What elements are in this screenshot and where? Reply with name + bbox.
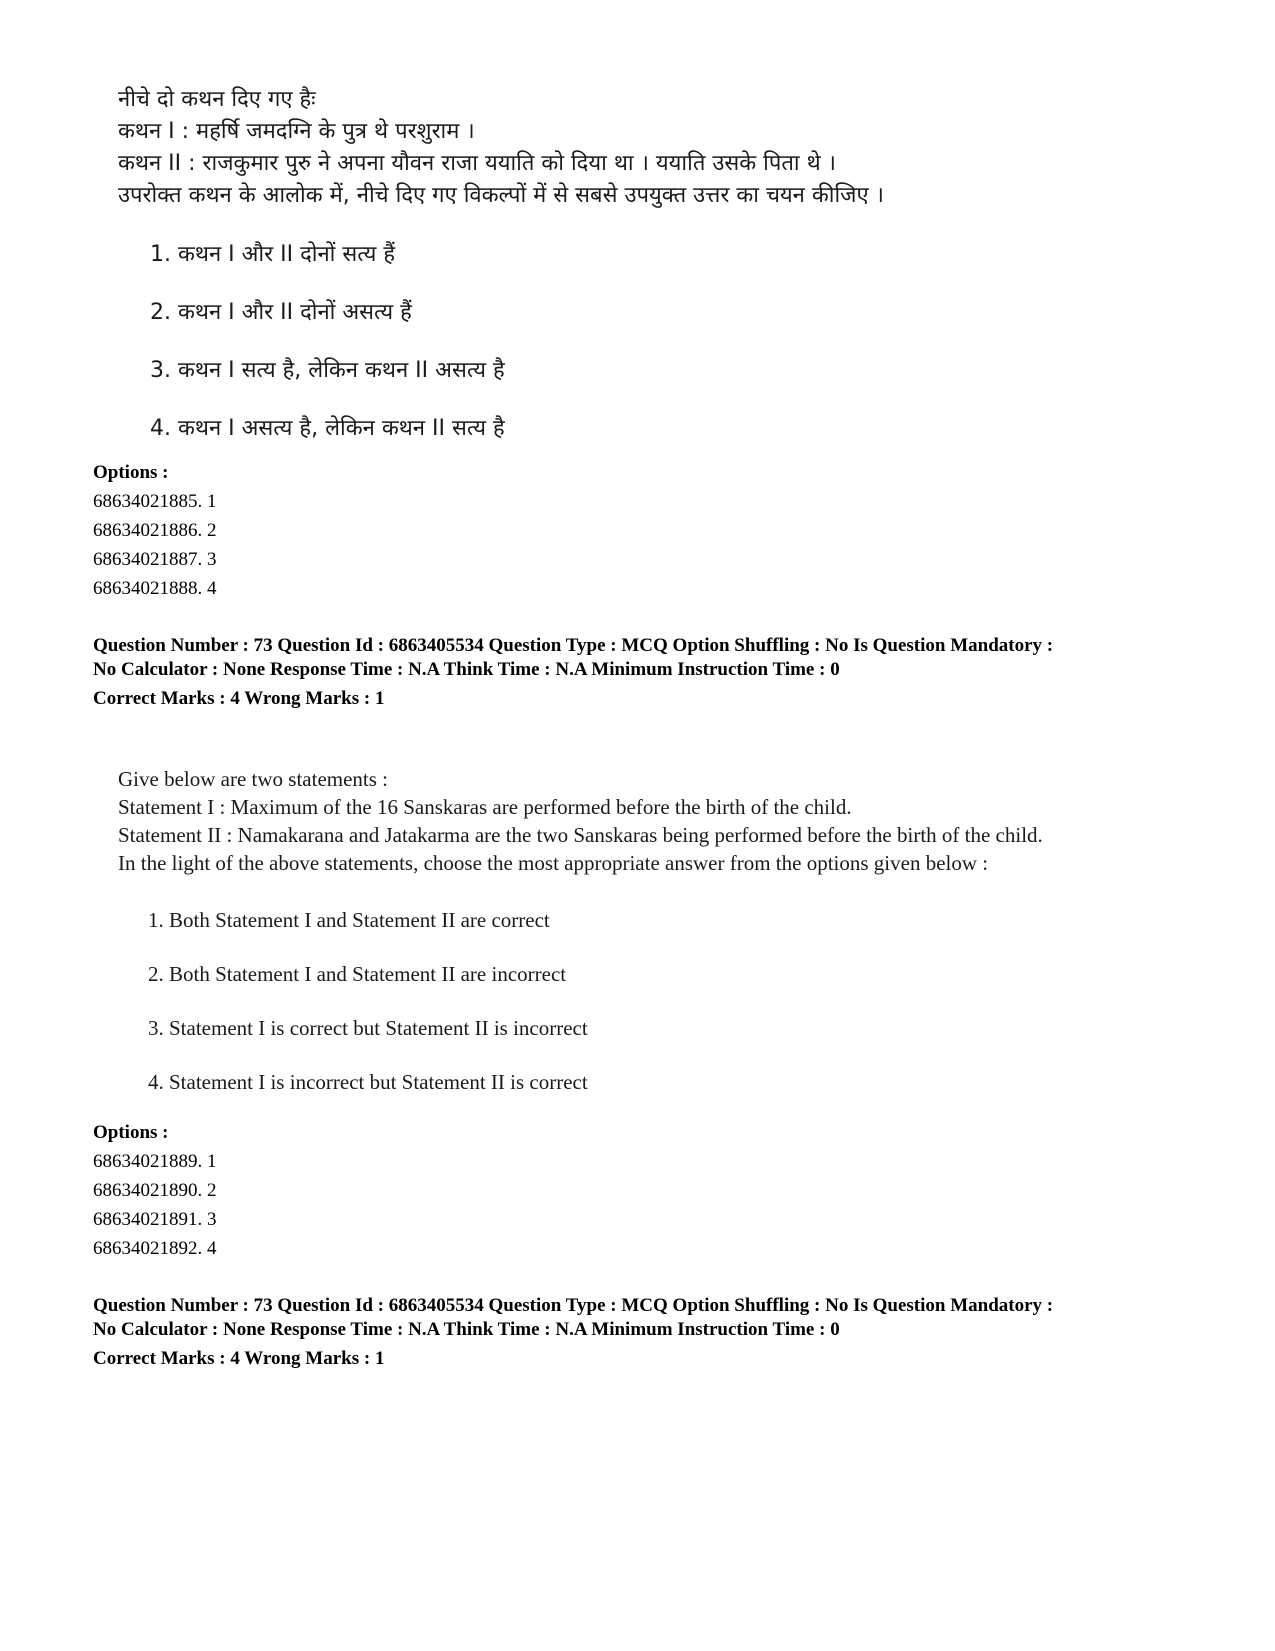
choice-2: 2. कथन I और II दोनों असत्य हैं <box>150 300 412 325</box>
question-meta-line: Question Number : 73 Question Id : 6863405534 Question Type : MCQ Option Shuffling : No Is Question Mandatory : <box>93 635 1054 656</box>
option-item: 68634021886. 2 <box>93 520 217 541</box>
question-marks: Correct Marks : 4 Wrong Marks : 1 <box>93 688 385 709</box>
option-item: 68634021885. 1 <box>93 491 217 512</box>
english-question-statements <box>118 765 1198 877</box>
english-question-choices <box>148 906 588 1122</box>
question-meta-line: Question Number : 73 Question Id : 6863405534 Question Type : MCQ Option Shuffling : No Is Question Mandatory : <box>93 1295 1054 1316</box>
statement-1: कथन I : महर्षि जमदग्नि के पुत्र थे परशुराम । <box>118 119 475 144</box>
options-title: Options : <box>93 1122 169 1143</box>
options-title: Options : <box>93 462 169 483</box>
hindi-question-choices <box>150 238 505 470</box>
choice-3: 3. कथन I सत्य है, लेकिन कथन II असत्य है <box>150 358 505 383</box>
statement-2: Statement II : Namakarana and Jatakarma are the two Sanskaras being performed before the birth of the child. <box>118 823 1043 847</box>
statement-instruction: उपरोक्त कथन के आलोक में, नीचे दिए गए विकल्पों में से सबसे उपयुक्त उत्तर का चयन कीजिए । <box>118 183 884 208</box>
options-list <box>93 458 217 603</box>
option-item: 68634021887. 3 <box>93 549 217 570</box>
choice-1: 1. Both Statement I and Statement II are correct <box>148 908 550 932</box>
question-meta-line: No Calculator : None Response Time : N.A Think Time : N.A Minimum Instruction Time : 0 <box>93 1319 840 1340</box>
statement-intro: नीचे दो कथन दिए गए हैः <box>118 87 316 112</box>
statement-intro: Give below are two statements : <box>118 767 389 791</box>
statement-1: Statement I : Maximum of the 16 Sanskaras are performed before the birth of the child. <box>118 795 852 819</box>
option-item: 68634021889. 1 <box>93 1151 217 1172</box>
option-item: 68634021888. 4 <box>93 578 217 599</box>
option-item: 68634021890. 2 <box>93 1180 217 1201</box>
option-item: 68634021892. 4 <box>93 1238 217 1259</box>
choice-3: 3. Statement I is correct but Statement II is incorrect <box>148 1016 588 1040</box>
question-meta-line: No Calculator : None Response Time : N.A Think Time : N.A Minimum Instruction Time : 0 <box>93 659 840 680</box>
choice-4: 4. कथन I असत्य है, लेकिन कथन II सत्य है <box>150 416 505 441</box>
statement-2: कथन II : राजकुमार पुरु ने अपना यौवन राजा ययाति को दिया था । ययाति उसके पिता थे । <box>118 151 836 176</box>
choice-1: 1. कथन I और II दोनों सत्य हैं <box>150 242 396 267</box>
choice-4: 4. Statement I is incorrect but Statement II is correct <box>148 1070 588 1094</box>
options-list <box>93 1118 217 1263</box>
option-item: 68634021891. 3 <box>93 1209 217 1230</box>
choice-2: 2. Both Statement I and Statement II are incorrect <box>148 962 567 986</box>
question-marks: Correct Marks : 4 Wrong Marks : 1 <box>93 1348 385 1369</box>
statement-instruction: In the light of the above statements, choose the most appropriate answer from the options given below : <box>118 851 989 875</box>
question-meta <box>93 1294 1213 1371</box>
hindi-question-statements <box>118 84 1118 212</box>
question-meta <box>93 634 1213 711</box>
